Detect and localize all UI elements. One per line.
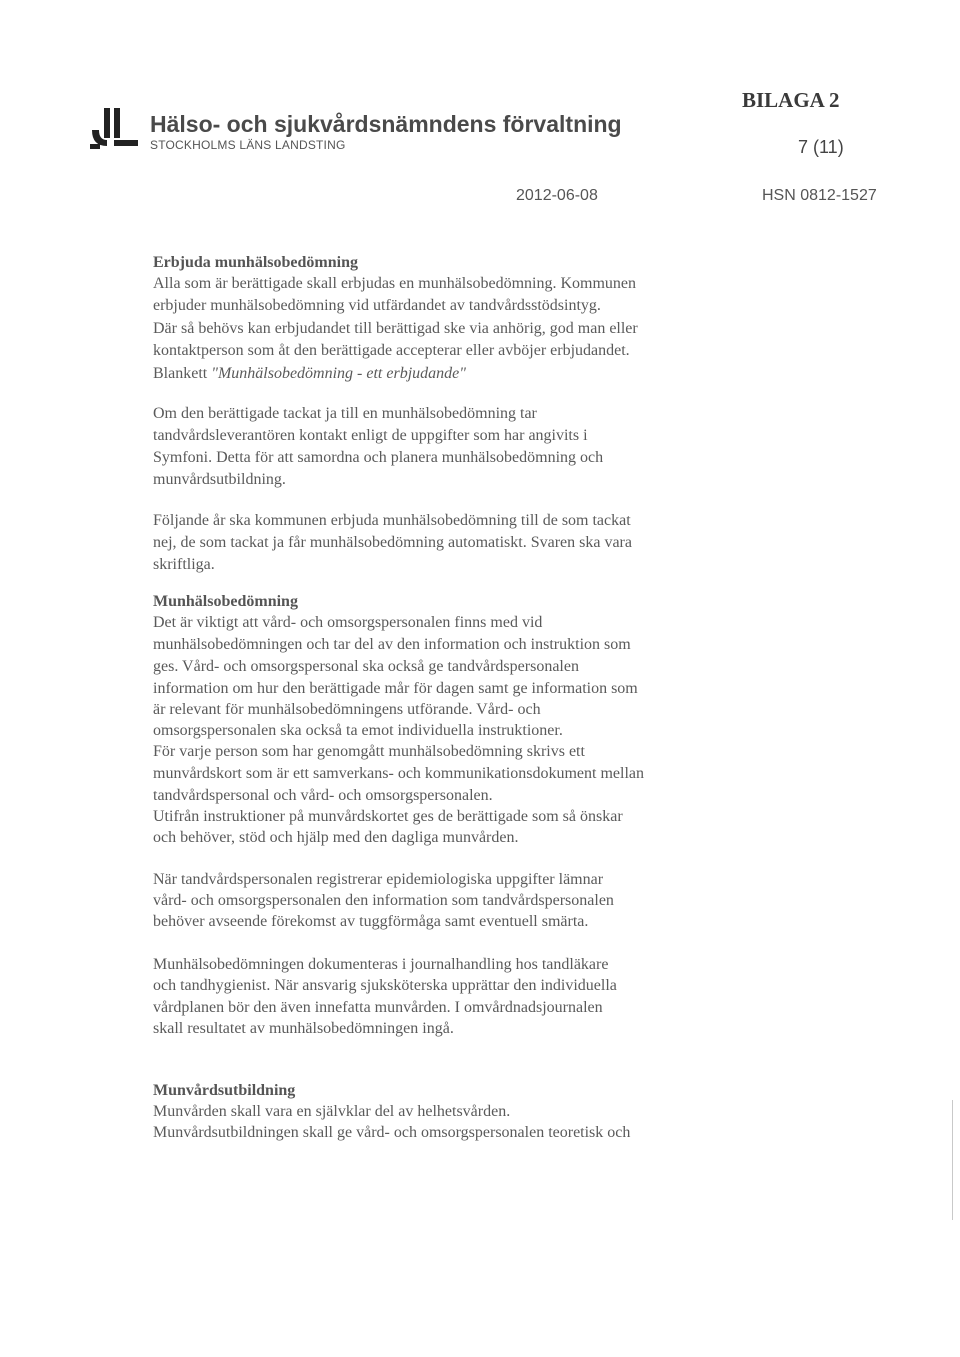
body-line: Munvårdsutbildningen skall ge vård- och omsorgspersonalen teoretisk och (153, 1124, 631, 1141)
body-line: Om den berättigade tackat ja till en munhälsobedömning tar (153, 405, 537, 422)
org-subtitle: STOCKHOLMS LÄNS LANDSTING (150, 138, 346, 152)
body-line: behöver avseende förekomst av tuggförmåga samt eventuell smärta. (153, 913, 589, 930)
section-heading: Munvårdsutbildning (153, 1082, 296, 1099)
body-line: När tandvårdspersonalen registrerar epidemiologiska uppgifter lämnar (153, 871, 604, 888)
logo-icon (90, 106, 140, 150)
body-line: Munvården skall vara en självklar del av helhetsvården. (153, 1103, 511, 1120)
body-line: vård- och omsorgspersonalen den information som tandvårdspersonalen (153, 892, 614, 909)
body-line: kontaktperson som åt den berättigade accepterar eller avböjer erbjudandet. (153, 342, 630, 359)
body-line: tandvårdspersonal och vård- och omsorgspersonalen. (153, 787, 493, 804)
document-date: 2012-06-08 (516, 187, 598, 204)
body-line: är relevant för munhälsobedömningens utförande. Vård- och (153, 701, 541, 718)
body-line: För varje person som har genomgått munhälsobedömning skrivs ett (153, 743, 585, 760)
body-line: erbjuder munhälsobedömning vid utfärdandet av tandvårdsstödsintyg. (153, 297, 601, 314)
section-heading: Erbjuda munhälsobedömning (153, 254, 358, 271)
attachment-label: BILAGA 2 (742, 88, 840, 112)
body-line: skall resultatet av munhälsobedömningen ingå. (153, 1020, 454, 1037)
form-reference (153, 364, 466, 384)
body-line: vårdplanen bör den även innefatta munvården. I omvårdnadsjournalen (153, 999, 603, 1016)
body-line: och behöver, stöd och hjälp med den dagliga munvården. (153, 829, 519, 846)
form-prefix: Blankett (153, 365, 212, 382)
section-heading: Munhälsobedömning (153, 593, 298, 610)
body-line: Det är viktigt att vård- och omsorgspersonalen finns med vid (153, 614, 543, 631)
body-line: Följande år ska kommunen erbjuda munhälsobedömning till de som tackat (153, 512, 631, 529)
scan-margin-line (952, 1100, 953, 1220)
body-line: tandvårdsleverantören kontakt enligt de uppgifter som har angivits i (153, 427, 588, 444)
reference-number: HSN 0812-1527 (762, 187, 877, 204)
body-line: nej, de som tackat ja får munhälsobedömning automatiskt. Svaren ska vara (153, 534, 632, 551)
body-line: Där så behövs kan erbjudandet till berättigad ske via anhörig, god man eller (153, 320, 638, 337)
page-number: 7 (11) (798, 137, 844, 157)
body-line: information om hur den berättigade mår för dagen samt ge information som (153, 680, 638, 697)
body-line: munvårdskort som är ett samverkans- och kommunikationsdokument mellan (153, 765, 645, 782)
org-name: Hälso- och sjukvårdsnämndens förvaltning (150, 111, 622, 137)
body-line: skriftliga. (153, 556, 215, 573)
body-line: munvårdsutbildning. (153, 471, 286, 488)
body-line: ges. Vård- och omsorgspersonal ska också ge tandvårdspersonalen (153, 658, 579, 675)
body-line: munhälsobedömningen och tar del av den information och instruktion som (153, 636, 631, 653)
body-line: Utifrån instruktioner på munvårdskortet ges de berättigade som så önskar (153, 808, 623, 825)
body-line: och tandhygienist. När ansvarig sjuksköterska upprättar den individuella (153, 977, 617, 994)
body-line: omsorgspersonalen ska också ta emot individuella instruktioner. (153, 722, 563, 739)
body-line: Symfoni. Detta för att samordna och planera munhälsobedömning och (153, 449, 604, 466)
form-title: "Munhälsobedömning - ett erbjudande" (211, 365, 466, 382)
body-line: Alla som är berättigade skall erbjudas en munhälsobedömning. Kommunen (153, 275, 636, 292)
body-line: Munhälsobedömningen dokumenteras i journalhandling hos tandläkare (153, 956, 609, 973)
